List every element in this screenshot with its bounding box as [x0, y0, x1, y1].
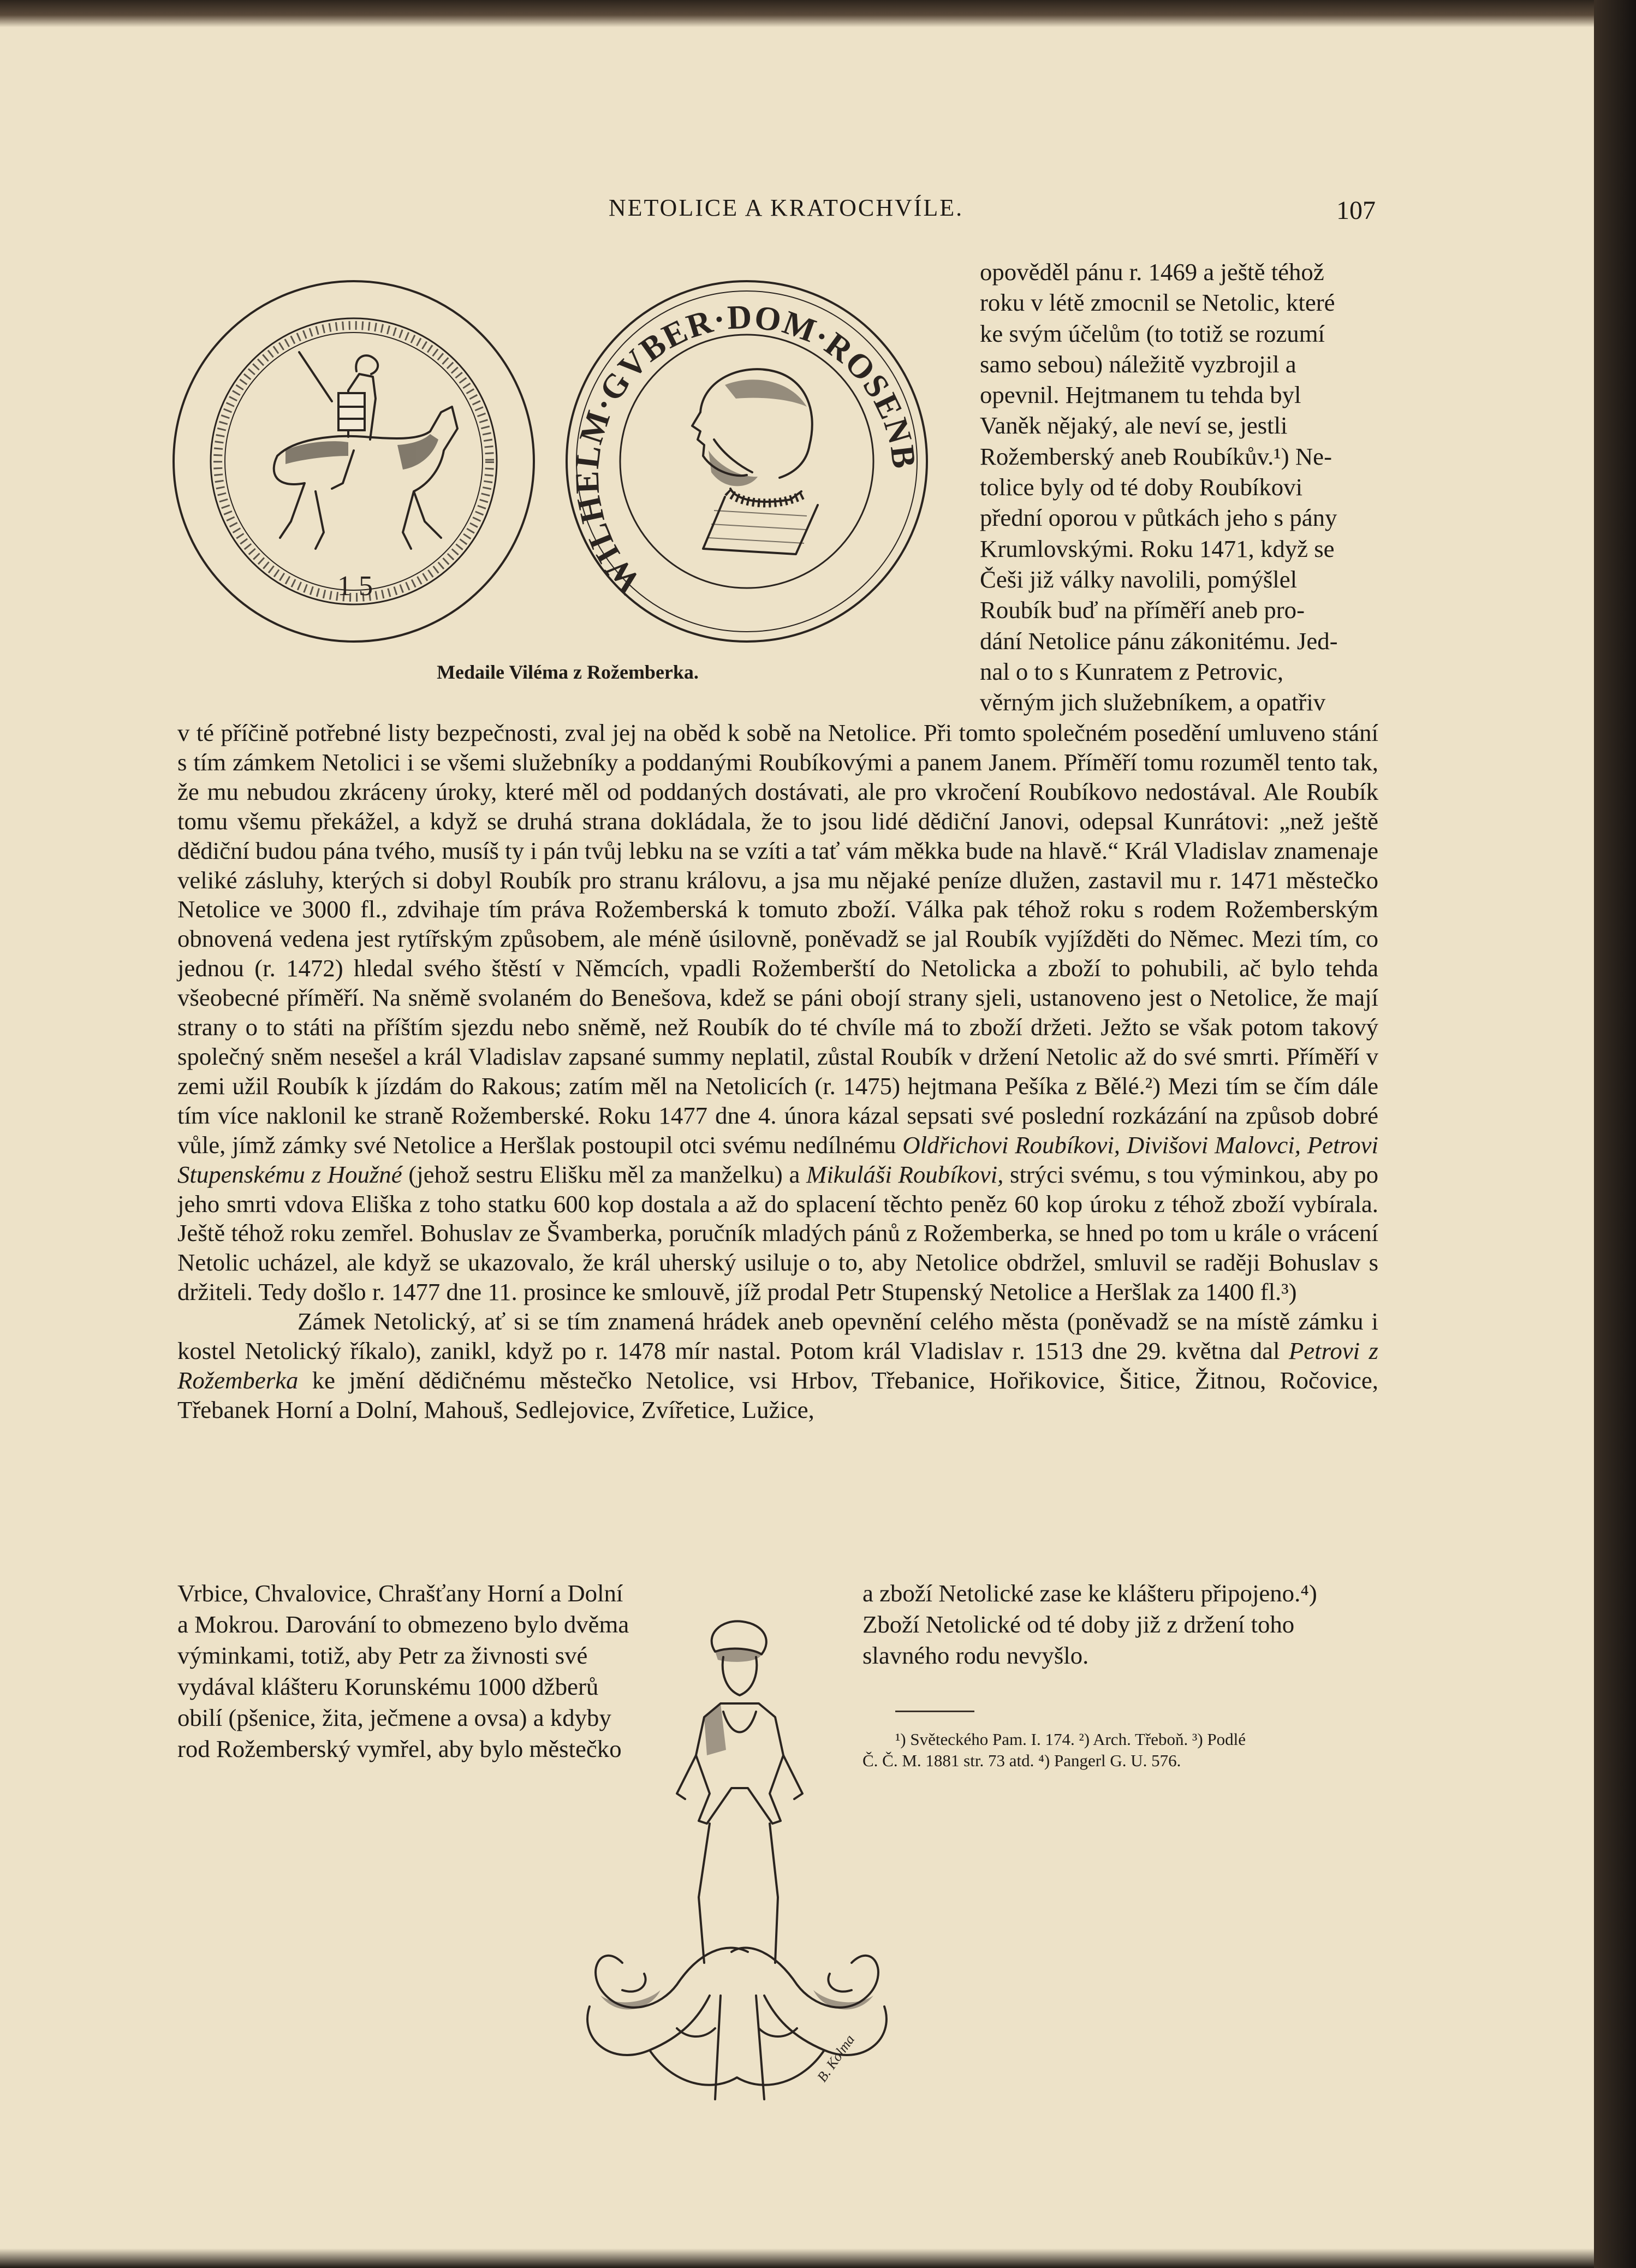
text-line: Vrbice, Chvalovice, Chrašťany Horní a Dolní: [177, 1580, 623, 1607]
figure-caption: Medaile Viléma z Rožemberka.: [437, 661, 699, 683]
medal-reverse-portrait: [561, 276, 932, 647]
text-line: nal o to s Kunratem z Petrovic,: [980, 657, 1284, 685]
text-line: Rožemberský aneb Roubíkův.¹) Ne-: [980, 442, 1332, 470]
svg-text:WILHELM·GVBER·DOM·ROSENB: WILHELM·GVBER·DOM·ROSENB: [568, 298, 923, 601]
right-column-text: [980, 257, 1378, 717]
paragraph-text: strýci svému, s tou výminkou, aby po jeho smrti vdova Eliška z toho statku 600 kop dostala a až do splacení těchto peněz 60 kop úroku z téhož zboží vybírala. Ještě téhož roku zemřel. Bohuslav ze Švamberka, poručník mladých pánů z Rožemberka, se hned po tom u krále o vrácení Netolic ucházel, ale když se ukazovalo, že král uherský usiluje o to, aby Netolice obdržel, smluvil se raději Bohuslav s držiteli. Tedy došlo r. 1477 dne 11. prosince ke smlouvě, jíž prodal Petr Stupenský Netolice a Heršlak za 1400 fl.³): [177, 1160, 1379, 1306]
medal-obverse-knight: [168, 276, 539, 647]
text-line: obilí (pšenice, žita, ječmene a ovsa) a kdyby: [177, 1704, 611, 1731]
ornament-illustration: [568, 1613, 906, 2121]
text-line: ke svým účelům (to totiž se rozumí: [980, 319, 1325, 347]
italic-names: Oldřichovi Roubíkovi, Divišovi Malovci, Petrovi Stupenskému z Houžné: [177, 1131, 1378, 1188]
paragraph-text: v té příčině potřebné listy bezpečnosti, zval jej na oběd k sobě na Netolice. Při tomto společném posedění umluveno stání s tím zámkem Netolici i se všemi služebníky a poddanými Roubíkovými a panem Janem. Příměří tomu rozuměl tento tak, že mu nebudou zkráceny úroky, které měl od poddaných dostávati, ale pro vkročení Roubíkovo nedostával. Ale Roubík tomu všemu překážel, a když se druhá strana dokládala, že to jsou lidé dědiční Janovi, odepsal Kunrátovi: „než ještě dědiční budou pána tvého, musíš ty i pán tvůj lebku na se vzíti a tať vám měkka bude na hlavě.“ Král Vladislav znamenaje veliké zásluhy, kterých si dobyl Roubík pro stranu královu, a jsa mu nějaké peníze dlužen, zastavil mu r. 1471 městečko Netolice ve 3000 fl., zdvihaje tím práva Rožemberská k tomuto zboží. Válka pak téhož roku s rodem Rožemberským obnovená vedena jest rytířským způsobem, ale méně úsilovně, poněvadž se jal Roubík vyjížděti do Němec. Mezi tím, co jednou (r. 1472) hledal svého štěstí v Němcích, vpadli Rožemberští do Netolicka a zboží to pohubili, ač bylo tehda všeobecné příměří. Na sněmě svolaném do Benešova, kdež se páni obojí strany sjeli, ustanoveno jest o Netolice, že mají strany o to státi na příštím sjezdu nebo sněmě, než Roubík do té chvíle má to zboží držeti. Ježto se však potom takový společný sněm nesešel a král Vladislav zapsané summy neplatil, zůstal Roubík v držení Netolic až do své smrti. Příměří v zemi užil Roubík k jízdám do Rakous; zatím měl na Netolicích (r. 1475) hejtmana Pešíka z Bělé.²) Mezi tím se čím dále tím více naklonil ke straně Rožemberské. Roku 1477 dne 4. února kázal sepsati své poslední rozkázání na způsob dobré vůle, jímž zámky své Netolice a Heršlak postoupil otci svému nedílnému: [177, 719, 1378, 1159]
main-body-text: [177, 719, 1378, 1425]
footnotes: [862, 1729, 1378, 1771]
page-number: 107: [1336, 196, 1376, 225]
footnote-line: Č. Č. M. 1881 str. 73 atd. ⁴) Pangerl G. U. 576.: [862, 1751, 1181, 1770]
bottom-right-column: [862, 1578, 1378, 1671]
text-line: dání Netolice pánu zákonitému. Jed-: [980, 627, 1338, 655]
medal-illustration: [168, 276, 932, 669]
knight-on-horse-engraving: [168, 276, 539, 647]
text-line: výminkami, totiž, aby Petr za živnosti své: [177, 1642, 588, 1669]
footnote-line: ¹) Světeckého Pam. I. 174. ²) Arch. Třeboň. ³) Podlé: [895, 1730, 1246, 1749]
text-line: slavného rodu nevyšlo.: [862, 1642, 1089, 1669]
running-head: NETOLICE A KRATOCHVÍLE.: [608, 194, 964, 221]
profile-portrait-engraving: [561, 276, 932, 647]
footnote-separator: [895, 1711, 974, 1712]
italic-name: Mikuláši Roubíkovi,: [806, 1160, 1004, 1188]
text-line: a zboží Netolické zase ke klášteru připojeno.⁴): [862, 1580, 1317, 1607]
text-line: opověděl pánu r. 1469 a ještě téhož: [980, 258, 1324, 286]
paragraph-text: Zámek Netolický, ať si se tím znamená hrádek aneb opevnění celého města (poněvadž se na místě zámku i kostel Netolický říkalo), zanikl, když po r. 1478 mír nastal. Potom král Vladislav r. 1513 dne 29. května dal: [177, 1308, 1378, 1365]
text-line: rod Rožemberský vymřel, aby bylo městečko: [177, 1735, 622, 1762]
svg-text:1 5: 1 5: [337, 571, 373, 602]
page-figure-with-acanthus-scrolls: [568, 1613, 906, 2121]
text-line: přední oporou v půtkách jeho s pány: [980, 504, 1337, 532]
text-line: opevnil. Hejtmanem tu tehda byl: [980, 381, 1301, 409]
page-top-edge: [0, 0, 1594, 27]
body-paragraph: [177, 719, 1378, 1307]
book-binding-edge: [1594, 0, 1636, 2268]
paragraph-text: ke jmění dědičnému městečko Netolice, vsi Hrbov, Třebanice, Hořikovice, Šitice, Žitnou, Ročovice, Třebanek Horní a Dolní, Mahouš, Sedlejovice, Zvířetice, Lužice,: [177, 1366, 1378, 1423]
page-bottom-edge: [0, 2248, 1594, 2268]
text-line: tolice byly od té doby Roubíkovi: [980, 473, 1303, 501]
text-line: Zboží Netolické od té doby již z držení toho: [862, 1611, 1295, 1638]
text-line: vydával klášteru Korunskému 1000 džberů: [177, 1673, 599, 1700]
text-line: Krumlovskými. Roku 1471, když se: [980, 535, 1335, 562]
body-paragraph: [177, 1307, 1378, 1425]
text-line: Češi již války navolili, pomýšlel: [980, 565, 1298, 593]
text-line: Vaněk nějaký, ale neví se, jestli: [980, 412, 1288, 440]
paragraph-text: (jehož sestru Elišku měl za manželku) a: [402, 1160, 807, 1188]
text-line: samo sebou) náležitě vyzbrojil a: [980, 350, 1296, 378]
svg-text:B. Kolma: B. Kolma: [814, 2032, 858, 2085]
text-line: a Mokrou. Darování to obmezeno bylo dvěma: [177, 1611, 629, 1638]
text-line: Roubík buď na příměří aneb pro-: [980, 596, 1305, 624]
italic-name: Petrovi z Rožemberka: [177, 1337, 1378, 1394]
text-line: roku v létě zmocnil se Netolic, které: [980, 289, 1335, 317]
text-line: věrným jich služebníkem, a opatřiv: [980, 688, 1326, 716]
